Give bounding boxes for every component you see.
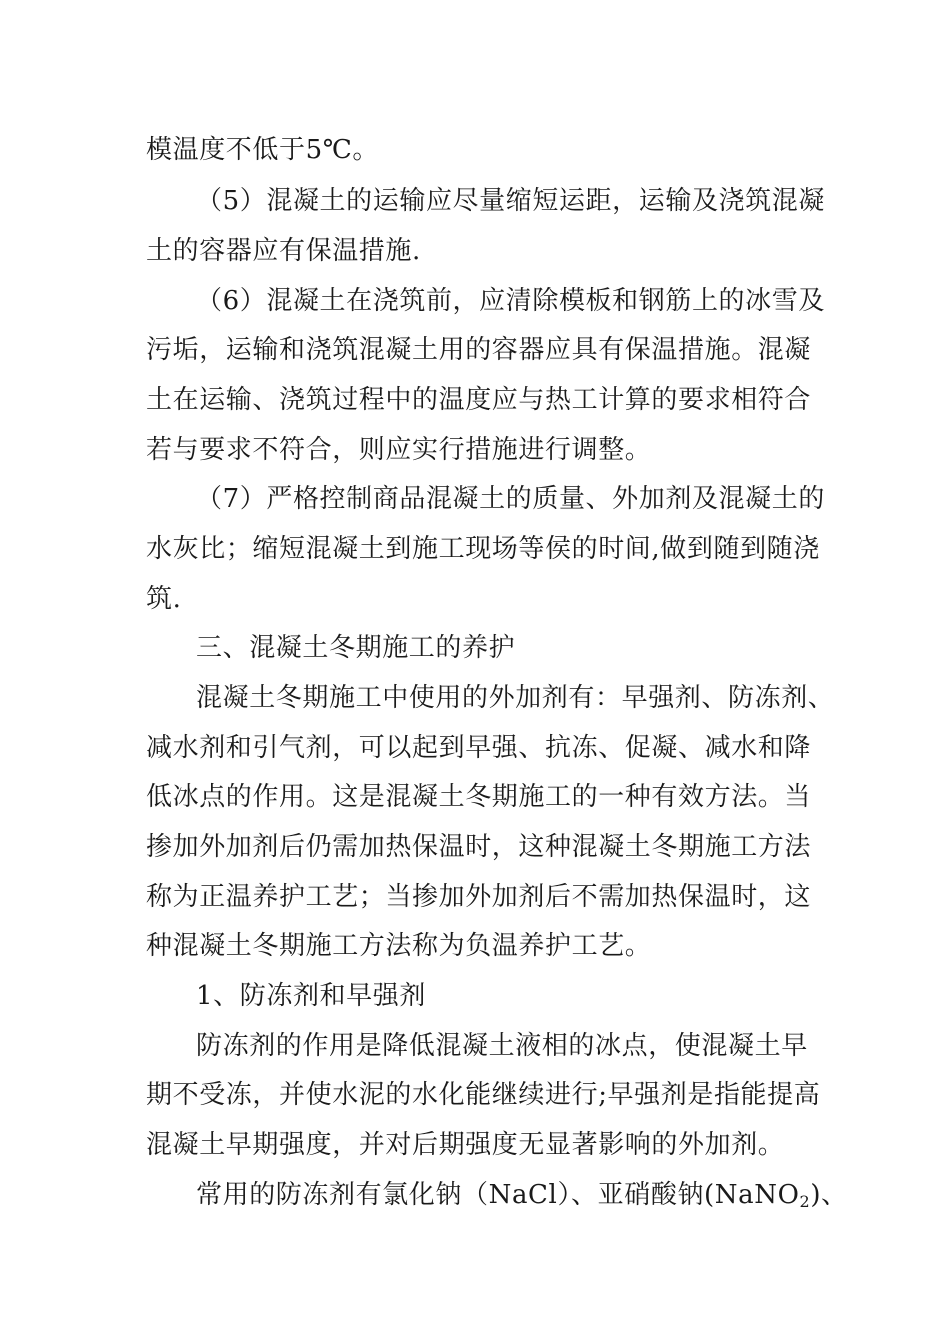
text-line: 掺加外加剂后仍需加热保温时，这种混凝土冬期施工方法 <box>146 832 812 862</box>
text-line: 种混凝土冬期施工方法称为负温养护工艺。 <box>146 931 652 961</box>
paragraph-line: （5）混凝土的运输应尽量缩短运距，运输及浇筑混凝 <box>196 186 825 216</box>
text-line: 污垢，运输和浇筑混凝土用的容器应具有保温措施。混凝 <box>146 335 812 365</box>
text-segment: )、 <box>810 1180 848 1210</box>
paragraph-line: （6）混凝土在浇筑前，应清除模板和钢筋上的冰雪及 <box>196 286 825 316</box>
text-segment: 常用的防冻剂有氯化钠（NaCl）、亚硝酸钠(NaNO <box>196 1180 800 1210</box>
section-heading: 三、混凝土冬期施工的养护 <box>196 633 516 663</box>
text-line: 水灰比；缩短混凝土到施工现场等侯的时间,做到随到随浇 <box>146 534 820 564</box>
subsection-heading: 1、防冻剂和早强剂 <box>196 981 426 1011</box>
text-line: 混凝土早期强度，并对后期强度无显著影响的外加剂。 <box>146 1130 785 1160</box>
text-line: 土在运输、浇筑过程中的温度应与热工计算的要求相符合 <box>146 385 812 415</box>
paragraph-line: 防冻剂的作用是降低混凝土液相的冰点，使混凝土早 <box>196 1031 808 1061</box>
text-line: 模温度不低于5℃。 <box>146 135 380 165</box>
paragraph-line <box>196 1179 848 1211</box>
text-line: 低冰点的作用。这是混凝土冬期施工的一种有效方法。当 <box>146 782 812 812</box>
paragraph-line: 混凝土冬期施工中使用的外加剂有：早强剂、防冻剂、 <box>196 683 835 713</box>
text-line: 称为正温养护工艺；当掺加外加剂后不需加热保温时，这 <box>146 882 812 912</box>
paragraph-line: （7）严格控制商品混凝土的质量、外加剂及混凝土的 <box>196 484 825 514</box>
text-line: 筑. <box>146 584 182 614</box>
text-line: 若与要求不符合，则应实行措施进行调整。 <box>146 435 652 465</box>
text-line: 土的容器应有保温措施. <box>146 236 421 266</box>
subscript: 2 <box>799 1192 811 1211</box>
text-line: 期不受冻，并使水泥的水化能继续进行;早强剂是指能提高 <box>146 1080 821 1110</box>
text-line: 减水剂和引气剂，可以起到早强、抗冻、促凝、减水和降 <box>146 733 812 763</box>
